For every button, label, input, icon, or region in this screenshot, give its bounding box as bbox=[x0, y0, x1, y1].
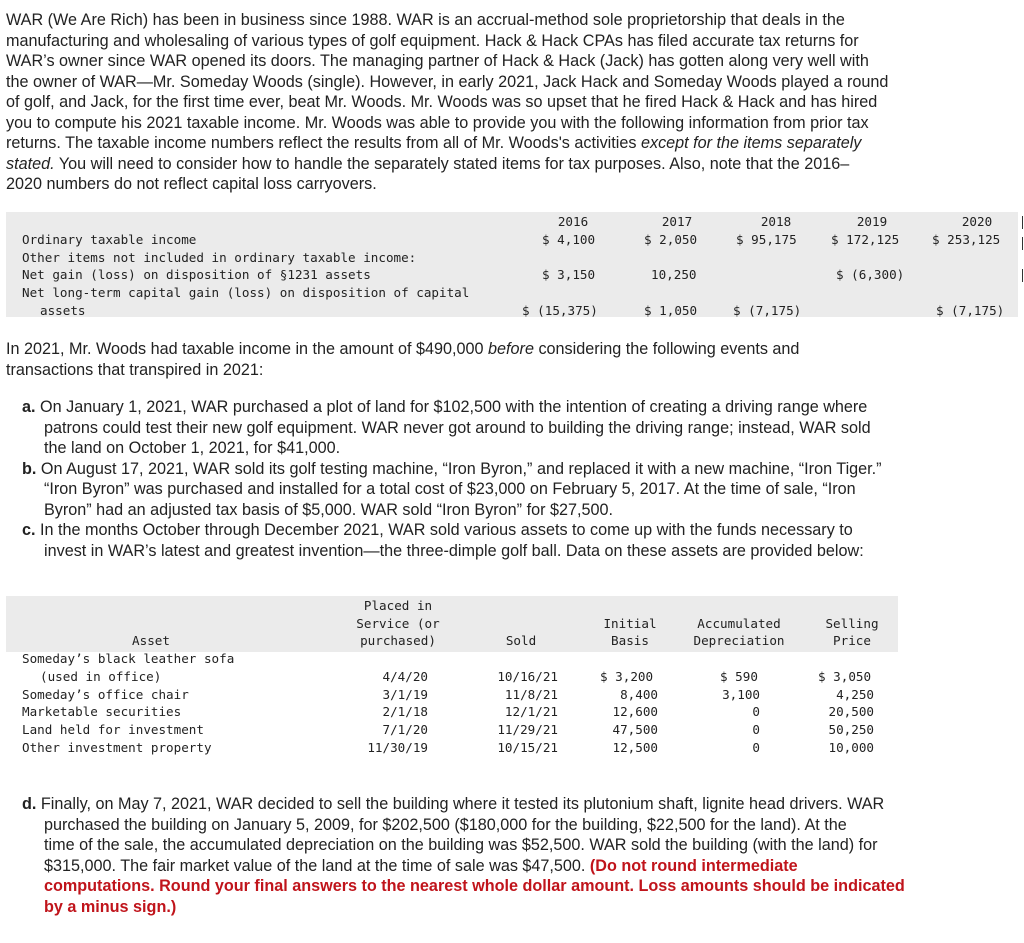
instruction-text: (Do not round intermediate bbox=[589, 856, 798, 875]
event-line: time of the sale, the accumulated depreciation on the building was $52,500. WAR sold the building (with the land) for bbox=[44, 836, 878, 854]
selling-price: 4,250 bbox=[836, 687, 874, 702]
table-edge-line bbox=[1022, 237, 1023, 250]
instruction-line: by a minus sign.) bbox=[44, 897, 177, 916]
selling-price: 10,000 bbox=[828, 740, 874, 755]
year-header-2019: 2019 bbox=[856, 214, 888, 229]
header-basis-1: Initial bbox=[603, 616, 657, 631]
header-placed-3: purchased) bbox=[360, 633, 436, 648]
intro-italic-stated: stated. bbox=[6, 154, 55, 173]
selling-price: 20,500 bbox=[828, 704, 874, 719]
year-header-2016: 2016 bbox=[557, 214, 589, 229]
asset-name-cont: (used in office) bbox=[40, 669, 162, 684]
row-label-ordinary: Ordinary taxable income bbox=[22, 232, 197, 247]
initial-basis: 8,400 bbox=[620, 687, 658, 702]
intro-line-text: You will need to consider how to handle the separately stated items for tax purposes. Also, note that the 2016– bbox=[54, 154, 850, 173]
intro-line-8 bbox=[6, 154, 981, 175]
header-basis-2: Basis bbox=[611, 633, 649, 648]
header-asset: Asset bbox=[132, 633, 170, 648]
initial-basis: 12,600 bbox=[612, 704, 658, 719]
table-edge-line bbox=[1022, 216, 1023, 229]
income-history-table bbox=[6, 212, 1018, 324]
year-header-2018: 2018 bbox=[760, 214, 792, 229]
selling-price: 50,250 bbox=[828, 722, 874, 737]
event-line: “Iron Byron” was purchased and installed for a total cost of $23,000 on February 5, 2017. At the time of sale, “Iron bbox=[44, 480, 856, 498]
event-b-letter: b. bbox=[22, 459, 37, 478]
sold-date: 10/15/21 bbox=[497, 740, 558, 755]
intro-line-text: returns. The taxable income numbers reflect the results from all of Mr. Woods's activities bbox=[6, 134, 641, 152]
placed-date: 7/1/20 bbox=[382, 722, 428, 737]
event-c-line-1 bbox=[22, 520, 982, 541]
ordinary-2019: $ 172,125 bbox=[831, 232, 900, 247]
intro-line: manufacturing and wholesaling of various types of golf equipment. Hack & Hack CPAs has filed accurate tax returns for bbox=[6, 31, 859, 50]
asset-name: Someday’s office chair bbox=[22, 687, 189, 702]
intro-line: WAR’s owner since WAR opened its doors. The managing partner of Hack & Hack (Jack) has gotten along very well with bbox=[6, 52, 869, 70]
header-price-1: Selling bbox=[825, 616, 879, 631]
initial-basis: 12,500 bbox=[612, 740, 658, 755]
sec1231-2019: $ (6,300) bbox=[836, 267, 905, 282]
event-d bbox=[22, 794, 982, 917]
asset-name: Land held for investment bbox=[22, 722, 204, 737]
sold-date: 11/29/21 bbox=[497, 722, 558, 737]
event-d-line-1 bbox=[22, 794, 982, 815]
sold-date: 12/1/21 bbox=[504, 704, 558, 719]
asset-name: Someday’s black leather sofa bbox=[22, 651, 235, 666]
asset-sales-table bbox=[6, 596, 901, 758]
event-d-letter: d. bbox=[22, 795, 37, 813]
header-placed-1: Placed in bbox=[363, 598, 433, 613]
placed-date: 3/1/19 bbox=[382, 687, 428, 702]
event-a-letter: a. bbox=[22, 398, 36, 416]
selling-price: $ 3,050 bbox=[818, 669, 872, 684]
placed-date: 4/4/20 bbox=[382, 669, 428, 684]
header-accum-2: Depreciation bbox=[693, 633, 785, 648]
event-text: On January 1, 2021, WAR purchased a plot of land for $102,500 with the intention of creating a driving range where bbox=[35, 398, 868, 416]
event-text: In the months October through December 2021, WAR sold various assets to come up with the funds necessary to bbox=[35, 521, 853, 539]
event-a-line-1 bbox=[22, 397, 982, 418]
ordinary-2018: $ 95,175 bbox=[736, 232, 797, 247]
row-label-1231: Net gain (loss) on disposition of §1231 assets bbox=[22, 267, 371, 282]
header-placed-2: Service (or bbox=[356, 616, 440, 631]
events-list bbox=[22, 397, 982, 561]
intro-paragraph bbox=[6, 10, 981, 195]
event-text: $315,000. The fair market value of the land at the time of sale was $47,500. bbox=[44, 856, 590, 875]
event-c-letter: c. bbox=[22, 521, 36, 539]
accum-depr: 0 bbox=[752, 704, 760, 719]
event-line: purchased the building on January 5, 2009, for $202,500 ($180,000 for the building, $22,500 for the land). At the bbox=[44, 815, 847, 834]
header-price-2: Price bbox=[833, 633, 871, 648]
sec1231-2016: $ 3,150 bbox=[542, 267, 596, 282]
accum-depr: 3,100 bbox=[722, 687, 760, 702]
intro-line: the owner of WAR—Mr. Someday Woods (single). However, in early 2021, Jack Hack and Someday Woods played a round bbox=[6, 72, 889, 91]
event-d-line-4 bbox=[22, 856, 982, 877]
intro-line: you to compute his 2021 taxable income. Mr. Woods was able to provide you with the following information from prior tax bbox=[6, 113, 869, 132]
accum-depr: 0 bbox=[752, 722, 760, 737]
transition-line-1 bbox=[6, 339, 966, 360]
asset-name: Other investment property bbox=[22, 740, 212, 755]
row-label-other: Other items not included in ordinary taxable income: bbox=[22, 250, 417, 265]
event-line: patrons could test their new golf equipment. WAR never got around to building the driving range; instead, WAR sold bbox=[44, 418, 871, 437]
year-header-2017: 2017 bbox=[661, 214, 693, 229]
row-label-ltcg: Net long-term capital gain (loss) on disposition of capital bbox=[22, 285, 470, 300]
asset-name: Marketable securities bbox=[22, 704, 182, 719]
ordinary-2020: $ 253,125 bbox=[932, 232, 1001, 247]
sold-date: 11/8/21 bbox=[504, 687, 558, 702]
transition-italic: before bbox=[488, 340, 534, 358]
year-header-2020: 2020 bbox=[961, 214, 993, 229]
ltcg-2018: $ (7,175) bbox=[733, 303, 802, 318]
transition-text: considering the following events and bbox=[533, 340, 800, 358]
transition-paragraph bbox=[6, 339, 966, 380]
event-a bbox=[22, 397, 982, 459]
event-line: Byron” had an adjusted tax basis of $5,000. WAR sold “Iron Byron” for $27,500. bbox=[44, 500, 613, 519]
table-edge-line bbox=[1022, 269, 1023, 282]
intro-line-7 bbox=[6, 133, 981, 154]
event-line: invest in WAR’s latest and greatest invention—the three-dimple golf ball. Data on these assets are provided below: bbox=[44, 541, 864, 560]
event-c bbox=[22, 520, 982, 561]
placed-date: 2/1/18 bbox=[382, 704, 428, 719]
row-label-ltcg-cont: assets bbox=[40, 303, 86, 318]
header-accum-1: Accumulated bbox=[697, 616, 781, 631]
ltcg-2017: $ 1,050 bbox=[644, 303, 698, 318]
intro-line: of golf, and Jack, for the first time ever, beat Mr. Woods. Mr. Woods was so upset that he fired Hack & Hack and has hired bbox=[6, 93, 878, 111]
intro-italic: except for the items separately bbox=[640, 134, 862, 152]
header-sold: Sold bbox=[505, 633, 537, 648]
accum-depr: 0 bbox=[752, 740, 760, 755]
intro-line: WAR (We Are Rich) has been in business since 1988. WAR is an accrual-method sole proprietorship that deals in the bbox=[6, 11, 845, 29]
event-text: On August 17, 2021, WAR sold its golf testing machine, “Iron Byron,” and replaced it with a new machine, “Iron Tiger.” bbox=[36, 459, 882, 478]
instruction-line: computations. Round your final answers to the nearest whole dollar amount. Loss amounts should be indicated bbox=[44, 877, 905, 895]
placed-date: 11/30/19 bbox=[367, 740, 428, 755]
accum-depr: $ 590 bbox=[720, 669, 758, 684]
sold-date: 10/16/21 bbox=[497, 669, 558, 684]
transition-line-2: transactions that transpired in 2021: bbox=[6, 360, 264, 379]
ltcg-2016: $ (15,375) bbox=[522, 303, 598, 318]
event-b bbox=[22, 459, 982, 521]
intro-line: 2020 numbers do not reflect capital loss carryovers. bbox=[6, 175, 377, 193]
transition-text: In 2021, Mr. Woods had taxable income in the amount of $490,000 bbox=[6, 340, 489, 358]
event-text: Finally, on May 7, 2021, WAR decided to sell the building where it tested its plutonium shaft, lignite head drivers. WAR bbox=[36, 795, 885, 813]
event-b-line-1 bbox=[22, 459, 982, 480]
sec1231-2017: 10,250 bbox=[651, 267, 697, 282]
initial-basis: $ 3,200 bbox=[600, 669, 654, 684]
event-line: the land on October 1, 2021, for $41,000. bbox=[44, 439, 341, 457]
initial-basis: 47,500 bbox=[612, 722, 658, 737]
ordinary-2017: $ 2,050 bbox=[644, 232, 698, 247]
ltcg-2020: $ (7,175) bbox=[936, 303, 1005, 318]
ordinary-2016: $ 4,100 bbox=[542, 232, 596, 247]
